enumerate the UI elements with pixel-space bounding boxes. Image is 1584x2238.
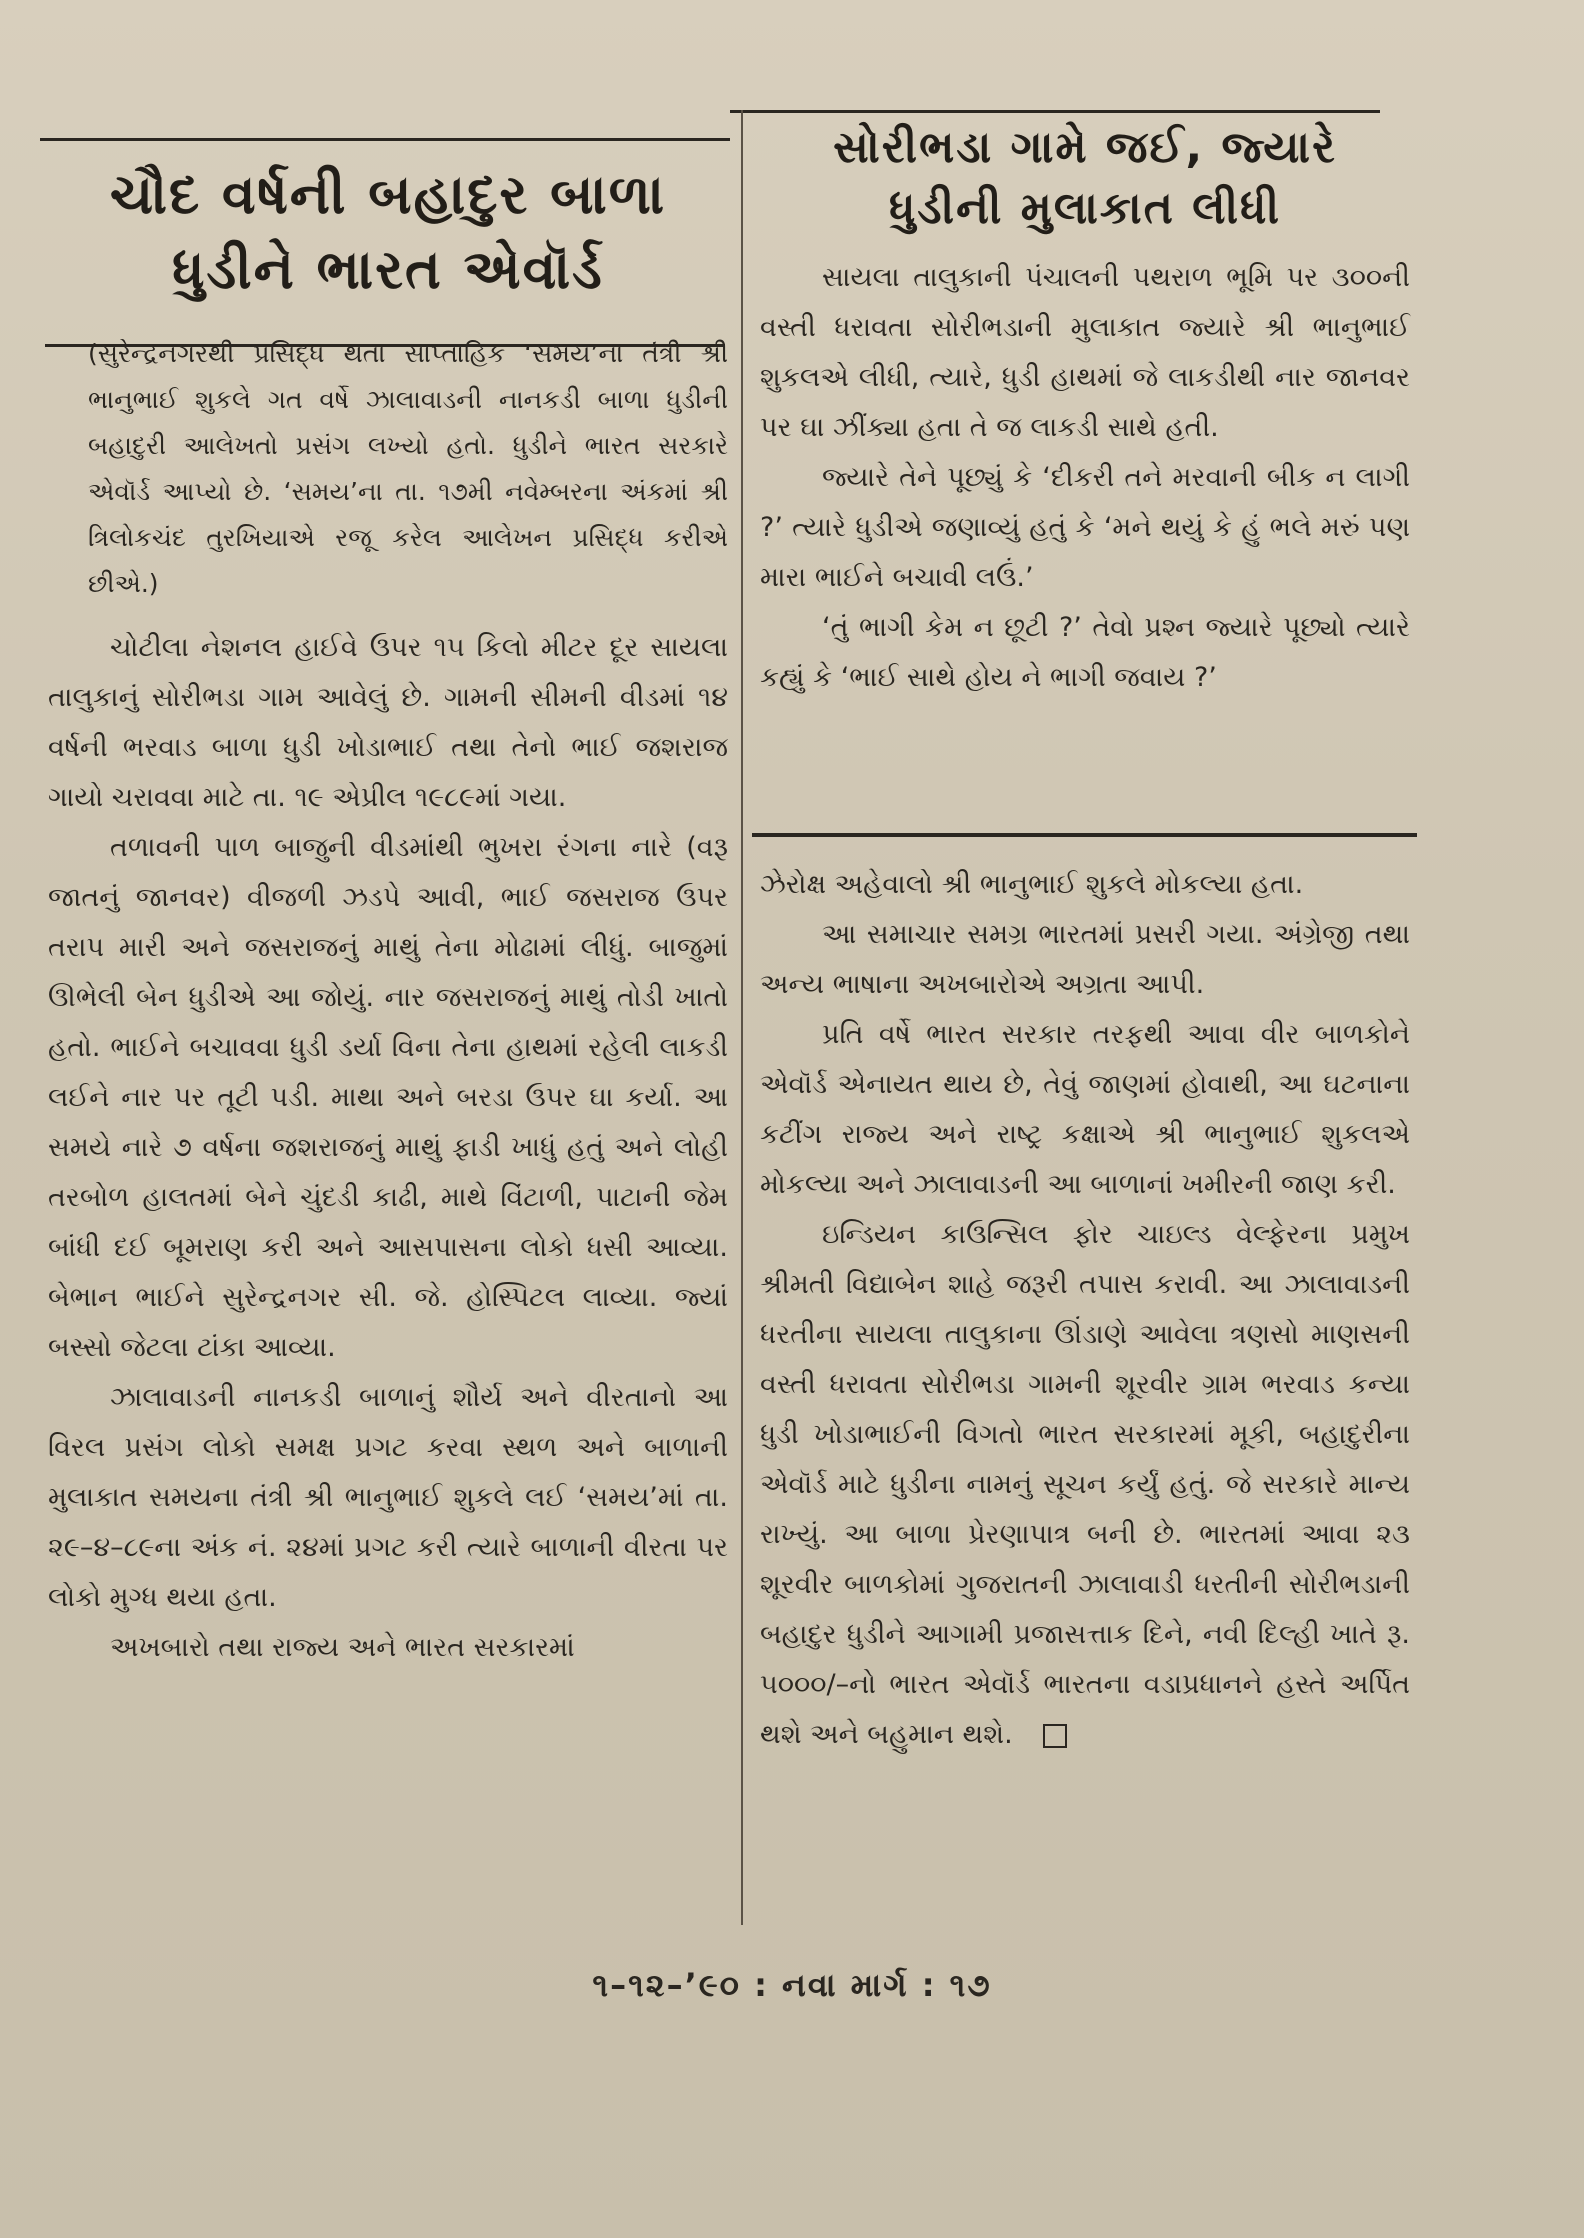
left-intro: (સુરેન્દ્રનગરથી પ્રસિદ્ધ થતા સાપ્તાહિક ‘સમય’ના તંત્રી શ્રી ભાનુભાઈ શુકલે ગત વર્ષે ઝાલાવાડની નાનકડી બાળા ધુડીની બહાદુરી આલેખતો પ્રસંગ લખ્યો હતો. ધુડીને ભારત સરકારે એવૉર્ડ આપ્યો છે. ‘સમય’ના તા. ૧૭મી નવેમ્બરના અંકમાં શ્રી ત્રિલોકચંદ તુરખિયાએ રજૂ કરેલ આલેખન પ્રસિદ્ધ કરીએ છીએ.) xyxy=(88,339,728,599)
top-rule-right xyxy=(730,110,1380,113)
continuation-paragraph-4-text: ઇન્ડિયન કાઉન્સિલ ફોર ચાઇલ્ડ વેલ્ફેરના પ્રમુખ શ્રીમતી વિદ્યાબેન શાહે જરૂરી તપાસ કરાવી. આ ઝાલાવાડની ધરતીના સાયલા તાલુકાના ઊંડાણે આવેલા ત્રણસો માણસની વસ્તી ધરાવતા સોરીભડા ગામની શૂરવીર ગ્રામ ભરવાડ કન્યા ધુડી ખોડાભાઈની વિગતો ભારત સરકારમાં મૂકી, બહાદુરીના એવૉર્ડ માટે ધુડીના નામનું સૂચન કર્યું હતું. જે સરકારે માન્ય રાખ્યું. આ બાળા પ્રેરણાપાત્ર બની છે. ભારતમાં આવા ૨૩ શૂરવીર બાળકોમાં ગુજરાતની ઝાલાવાડી ધરતીની સોરીભડાની બહાદુર ધુડીને આગામી પ્રજાસત્તાક દિને, નવી દિલ્હી ખાતે રૂ. ૫૦૦૦/–નો ભારત એવૉર્ડ ભારતના વડાપ્રધાનને હસ્તે અર્પિત થશે અને બહુમાન થશે. xyxy=(760,1219,1410,1750)
right-paragraph-2: જ્યારે તેને પૂછ્યું કે ‘દીકરી તને મરવાની બીક ન લાગી ?’ ત્યારે ધુડીએ જણાવ્યું હતું કે ‘મને થયું કે હું ભલે મરું પણ મારા ભાઈને બચાવી લઉં.’ xyxy=(760,462,1410,594)
left-paragraph-2: તળાવની પાળ બાજુની વીડમાંથી ભુખરા રંગના નારે (વરૂ જાતનું જાનવર) વીજળી ઝડપે આવી, ભાઈ જસરાજ ઉપર તરાપ મારી અને જસરાજનું માથું તેના મોઢામાં લીધું. બાજુમાં ઊભેલી બેન ધુડીએ આ જોયું. નાર જસરાજનું માથું તોડી ખાતો હતો. ભાઈને બચાવવા ધુડી ડર્યા વિના તેના હાથમાં રહેલી લાકડી લઈને નાર પર તૂટી પડી. માથા અને બરડા ઉપર ઘા કર્યા. આ સમયે નારે ૭ વર્ષના જશરાજનું માથું ફાડી ખાધું હતું અને લોહી તરબોળ હાલતમાં બેને ચુંદડી કાઢી, માથે વિંટાળી, પાટાની જેમ બાંધી દઈ બૂમરાણ કરી અને આસપાસના લોકો ધસી આવ્યા. બેભાન ભાઈને સુરેન્દ્રનગર સી. જે. હોસ્પિટલ લાવ્યા. જ્યાં બસ્સો જેટલા ટાંકા આવ્યા. xyxy=(48,832,728,1364)
continuation-paragraph-4 xyxy=(760,1210,1410,1760)
continuation-paragraph-1: ઝેરોક્ષ અહેવાલો શ્રી ભાનુભાઈ શુકલે મોકલ્યા હતા. xyxy=(760,869,1304,900)
left-paragraph-1: ચોટીલા નેશનલ હાઈવે ઉપર ૧૫ કિલો મીટર દૂર સાયલા તાલુકાનું સોરીભડા ગામ આવેલું છે. ગામની સીમની વીડમાં ૧૪ વર્ષની ભરવાડ બાળા ધુડી ખોડાભાઈ તથા તેનો ભાઈ જશરાજ ગાયો ચરાવવા માટે તા. ૧૯ એપ્રીલ ૧૯૮૯માં ગયા. xyxy=(48,632,728,814)
right-column xyxy=(760,118,1410,703)
left-paragraph-3: ઝાલાવાડની નાનકડી બાળાનું શૌર્ય અને વીરતાનો આ વિરલ પ્રસંગ લોકો સમક્ષ પ્રગટ કરવા સ્થળ અને બાળાની મુલાકાત સમયના તંત્રી શ્રી ભાનુભાઈ શુકલે લઈ ‘સમય’માં તા. ૨૯–૪–૮૯ના અંક નં. ૨૪માં પ્રગટ કરી ત્યારે બાળાની વીરતા પર લોકો મુગ્ધ થયા હતા. xyxy=(48,1382,728,1614)
continuation-column xyxy=(760,860,1410,1760)
right-paragraph-1: સાયલા તાલુકાની પંચાલની પથરાળ ભૂમિ પર ૩૦૦ની વસ્તી ધરાવતા સોરીભડાની મુલાકાત જ્યારે શ્રી ભાનુભાઈ શુકલએ લીધી, ત્યારે, ધુડી હાથમાં જે લાકડીથી નાર જાનવર પર ઘા ઝીંક્યા હતા તે જ લાકડી સાથે હતી. xyxy=(760,262,1410,444)
column-divider xyxy=(741,110,743,1925)
continuation-paragraph-2: આ સમાચાર સમગ્ર ભારતમાં પ્રસરી ગયા. અંગ્રેજી તથા અન્ય ભાષાના અખબારોએ અગ્રતા આપી. xyxy=(760,919,1410,1000)
right-headline: સોરીભડા ગામે જઈ, જ્યારે ધુડીની મુલાકાત લીધી xyxy=(833,122,1337,234)
left-column xyxy=(48,150,728,1673)
top-rule-left xyxy=(40,138,730,141)
continuation-paragraph-3: પ્રતિ વર્ષે ભારત સરકાર તરફથી આવા વીર બાળકોને એવૉર્ડ એનાયત થાય છે, તેવું જાણમાં હોવાથી, આ ઘટનાના કટીંગ રાજ્ય અને રાષ્ટ્ર કક્ષાએ શ્રી ભાનુભાઈ શુકલએ મોકલ્યા અને ઝાલાવાડની આ બાળાનાં ખમીરની જાણ કરી. xyxy=(760,1019,1410,1200)
left-paragraph-4: અખબારો તથા રાજ્ય અને ભારત સરકારમાં xyxy=(110,1632,575,1664)
page-footer: ૧–૧૨–’૯૦ : નવા માર્ગ : ૧૭ xyxy=(592,1966,992,2004)
left-headline: ચૌદ વર્ષની બહાદુર બાળા ધુડીને ભારત એવૉર્ડ xyxy=(109,163,667,301)
right-section-rule xyxy=(752,833,1417,837)
end-of-article-icon xyxy=(1043,1724,1067,1748)
right-paragraph-3: ‘તું ભાગી કેમ ન છૂટી ?’ તેવો પ્રશ્ન જ્યારે પૂછ્યો ત્યારે કહ્યું કે ‘ભાઈ સાથે હોય ને ભાગી જવાય ?’ xyxy=(760,612,1410,694)
